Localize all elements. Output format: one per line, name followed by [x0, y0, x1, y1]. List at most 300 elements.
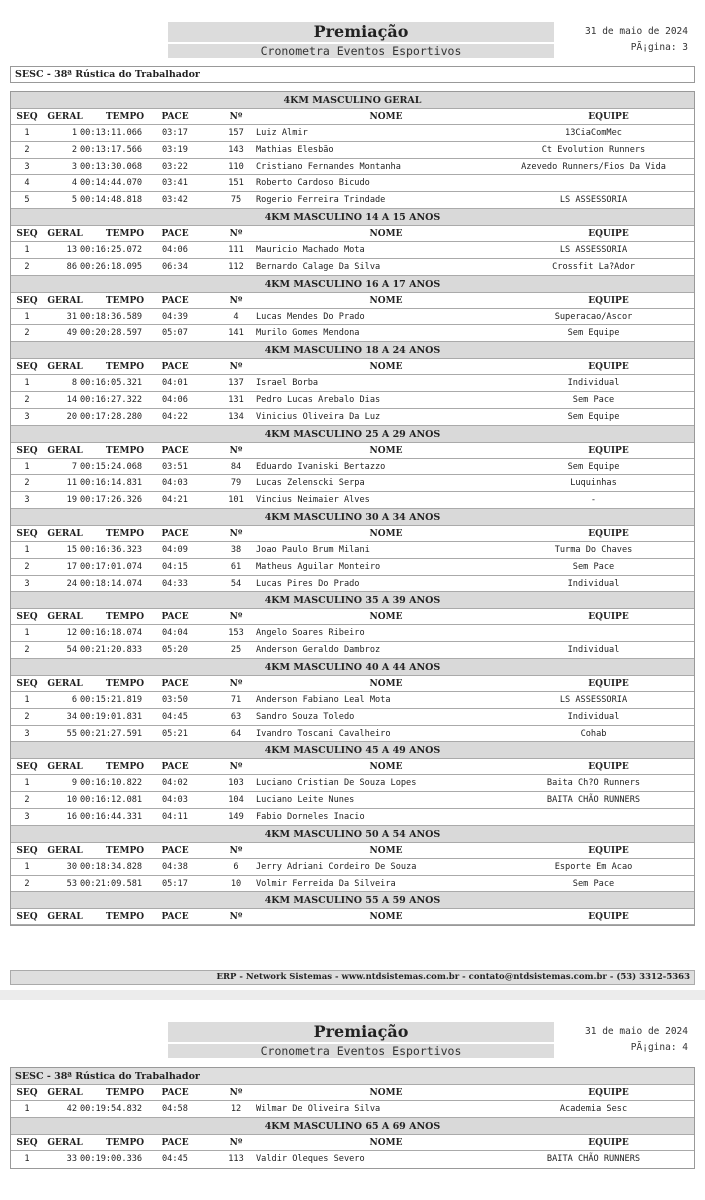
cell-geral: 31 [66, 311, 77, 322]
column-header-tempo: TEMPO [105, 612, 145, 623]
column-header-equipe: EQUIPE [588, 678, 629, 689]
table-row [11, 692, 694, 709]
cell-nome: Valdir Oleques Severo [256, 1153, 365, 1164]
column-header-seq: SEQ [16, 845, 38, 856]
cell-pace: 04:38 [162, 861, 188, 872]
category-title: 4KM MASCULINO 18 A 24 ANOS [11, 342, 694, 359]
cell-geral: 17 [66, 561, 77, 572]
column-header-seq: SEQ [16, 762, 38, 773]
column-header-nome: NOME [369, 228, 403, 239]
column-header-tempo: TEMPO [105, 228, 145, 239]
cell-tempo: 00:19:01.831 [80, 711, 143, 722]
cell-nome: Matheus Aguilar Monteiro [256, 561, 381, 572]
column-header-seq: SEQ [16, 612, 38, 623]
cell-num: 25 [230, 645, 242, 656]
cell-pace: 04:33 [162, 578, 188, 589]
cell-geral: 30 [66, 861, 77, 872]
cell-nome: Volmir Ferreida Da Silveira [256, 878, 396, 889]
column-header-nome: NOME [369, 295, 403, 306]
column-header-geral: GERAL [47, 1088, 83, 1098]
column-header-num: Nº [229, 912, 243, 923]
table-row [11, 876, 694, 893]
column-header-seq: SEQ [16, 445, 38, 456]
cell-equipe: Sem Pace [572, 878, 615, 889]
cell-num: 12 [230, 1104, 242, 1114]
cell-tempo: 00:21:09.581 [80, 878, 143, 889]
cell-seq: 1 [24, 778, 30, 789]
cell-seq: 3 [24, 161, 30, 172]
cell-tempo: 00:14:48.818 [80, 195, 143, 206]
cell-equipe: Ct Evolution Runners [541, 144, 646, 155]
cell-num: 157 [228, 128, 244, 138]
cell-nome: Lucas Zelenscki Serpa [256, 478, 365, 489]
cell-pace: 04:58 [162, 1104, 188, 1114]
cell-geral: 49 [66, 328, 77, 339]
cell-seq: 3 [24, 495, 30, 506]
cell-num: 63 [230, 711, 242, 722]
cell-num: 131 [228, 394, 244, 405]
results-table [10, 1067, 695, 1169]
cell-tempo: 00:21:27.591 [80, 728, 143, 739]
cell-seq: 1 [24, 861, 30, 872]
cell-equipe: BAITA CHÃO RUNNERS [546, 1153, 641, 1164]
cell-num: 143 [228, 144, 244, 155]
cell-pace: 03:41 [162, 178, 188, 189]
cell-geral: 54 [66, 645, 77, 656]
column-header-equipe: EQUIPE [588, 1137, 629, 1148]
column-header-num: Nº [229, 845, 243, 856]
cell-num: 134 [228, 411, 244, 422]
cell-tempo: 00:14:44.070 [80, 178, 143, 189]
cell-nome: Murilo Gomes Mendona [256, 328, 360, 339]
cell-geral: 15 [66, 544, 77, 555]
cell-num: 84 [230, 461, 242, 472]
column-header-seq: SEQ [16, 295, 38, 306]
cell-num: 141 [228, 328, 244, 339]
column-header-equipe: EQUIPE [588, 762, 629, 773]
column-header-row [11, 1135, 694, 1151]
cell-equipe: Cohab [580, 728, 607, 739]
cell-nome: Anderson Fabiano Leal Mota [256, 694, 391, 705]
cell-nome: Bernardo Calage Da Silva [256, 261, 381, 272]
column-header-num: Nº [229, 445, 243, 456]
column-header-row [11, 443, 694, 459]
cell-pace: 05:17 [162, 878, 188, 889]
column-header-nome: NOME [369, 528, 403, 539]
table-row [11, 542, 694, 559]
cell-pace: 03:22 [162, 161, 188, 172]
cell-num: 4 [233, 311, 239, 322]
column-header-pace: PACE [161, 228, 189, 239]
table-row [11, 726, 694, 743]
report-page-4 [0, 1000, 705, 1200]
column-header-geral: GERAL [47, 845, 83, 856]
cell-seq: 3 [24, 728, 30, 739]
cell-equipe: Sem Equipe [567, 411, 620, 422]
column-header-pace: PACE [161, 112, 189, 122]
cell-num: 110 [228, 161, 244, 172]
column-header-num: Nº [229, 295, 243, 306]
column-header-equipe: EQUIPE [588, 112, 629, 122]
cell-num: 104 [228, 795, 244, 806]
column-header-seq: SEQ [16, 362, 38, 373]
report-title: Premiação [168, 1022, 554, 1042]
cell-geral: 42 [66, 1104, 77, 1114]
cell-seq: 1 [24, 311, 30, 322]
cell-geral: 53 [66, 878, 77, 889]
cell-geral: 13 [66, 244, 77, 255]
cell-nome: Sandro Souza Toledo [256, 711, 355, 722]
page-number: PÃ¡gina: 4 [630, 1042, 688, 1053]
column-header-nome: NOME [369, 762, 403, 773]
cell-geral: 86 [66, 261, 77, 272]
cell-equipe: Turma Do Chaves [554, 544, 633, 555]
cell-num: 111 [228, 244, 244, 255]
column-header-tempo: TEMPO [105, 1137, 145, 1148]
cell-equipe: Individual [567, 645, 620, 656]
table-row [11, 309, 694, 326]
cell-equipe: Azevedo Runners/Fios Da Vida [521, 161, 666, 172]
column-header-nome: NOME [369, 678, 403, 689]
category-title: 4KM MASCULINO 16 A 17 ANOS [11, 276, 694, 293]
column-header-pace: PACE [161, 295, 189, 306]
report-date: 31 de maio de 2024 [585, 1026, 688, 1037]
table-row [11, 142, 694, 159]
column-header-num: Nº [229, 612, 243, 623]
column-header-seq: SEQ [16, 1088, 38, 1098]
cell-nome: Angelo Soares Ribeiro [256, 628, 365, 639]
cell-pace: 04:15 [162, 561, 188, 572]
table-row [11, 1101, 694, 1118]
category-title: 4KM MASCULINO 35 A 39 ANOS [11, 592, 694, 609]
column-header-equipe: EQUIPE [588, 845, 629, 856]
cell-equipe: Sem Pace [572, 561, 615, 572]
column-header-nome: NOME [369, 1137, 403, 1148]
category-title: 4KM MASCULINO GERAL [11, 92, 694, 109]
cell-equipe: Academia Sesc [559, 1104, 628, 1114]
column-header-pace: PACE [161, 845, 189, 856]
cell-pace: 03:19 [162, 144, 188, 155]
cell-pace: 04:04 [162, 628, 188, 639]
column-header-geral: GERAL [47, 445, 83, 456]
page-footer: ERP - Network Sistemas - www.ntdsistemas.com.br - contato@ntdsistemas.com.br - (53) 3312-5363 [10, 970, 695, 985]
column-header-equipe: EQUIPE [588, 528, 629, 539]
cell-seq: 1 [24, 378, 30, 389]
cell-tempo: 00:13:17.566 [80, 144, 143, 155]
column-header-nome: NOME [369, 362, 403, 373]
column-header-row [11, 676, 694, 692]
cell-tempo: 00:16:27.322 [80, 394, 143, 405]
table-row [11, 709, 694, 726]
cell-seq: 3 [24, 811, 30, 822]
column-header-seq: SEQ [16, 1137, 38, 1148]
table-row [11, 325, 694, 342]
cell-num: 71 [230, 694, 242, 705]
cell-geral: 12 [66, 628, 77, 639]
cell-tempo: 00:16:14.831 [80, 478, 143, 489]
cell-seq: 1 [24, 244, 30, 255]
table-row [11, 375, 694, 392]
cell-nome: Rogerio Ferreira Trindade [256, 195, 386, 206]
column-header-nome: NOME [369, 112, 403, 122]
cell-geral: 24 [66, 578, 77, 589]
column-header-num: Nº [229, 528, 243, 539]
cell-pace: 04:03 [162, 478, 188, 489]
column-header-seq: SEQ [16, 528, 38, 539]
column-header-pace: PACE [161, 362, 189, 373]
table-row [11, 859, 694, 876]
cell-geral: 3 [71, 161, 77, 172]
category-title: 4KM MASCULINO 14 A 15 ANOS [11, 209, 694, 226]
category-title: 4KM MASCULINO 65 A 69 ANOS [11, 1118, 694, 1135]
event-title: SESC - 38ª Rústica do Trabalhador [11, 1068, 694, 1085]
cell-tempo: 00:20:28.597 [80, 328, 143, 339]
cell-num: 61 [230, 561, 242, 572]
cell-equipe: LS ASSESSORIA [559, 195, 628, 206]
column-header-nome: NOME [369, 445, 403, 456]
cell-nome: Lucas Pires Do Prado [256, 578, 360, 589]
cell-pace: 03:50 [162, 694, 188, 705]
cell-pace: 04:03 [162, 795, 188, 806]
cell-seq: 2 [24, 144, 30, 155]
cell-pace: 03:51 [162, 461, 188, 472]
cell-equipe: Sem Equipe [567, 328, 620, 339]
cell-geral: 7 [71, 461, 77, 472]
column-header-pace: PACE [161, 762, 189, 773]
cell-geral: 9 [71, 778, 77, 789]
cell-tempo: 00:19:00.336 [80, 1153, 143, 1164]
cell-pace: 06:34 [162, 261, 188, 272]
column-header-pace: PACE [161, 528, 189, 539]
column-header-row [11, 909, 694, 925]
cell-nome: Pedro Lucas Arebalo Dias [256, 394, 381, 405]
cell-geral: 11 [66, 478, 77, 489]
column-header-num: Nº [229, 112, 243, 122]
cell-pace: 03:42 [162, 195, 188, 206]
category-title: 4KM MASCULINO 55 A 59 ANOS [11, 892, 694, 909]
column-header-pace: PACE [161, 612, 189, 623]
column-header-num: Nº [229, 1088, 243, 1098]
column-header-nome: NOME [369, 845, 403, 856]
table-row [11, 809, 694, 826]
cell-geral: 2 [71, 144, 77, 155]
cell-equipe: Crossfit La?Ador [552, 261, 635, 272]
column-header-geral: GERAL [47, 1137, 83, 1148]
cell-nome: Luciano Cristian De Souza Lopes [256, 778, 417, 789]
cell-tempo: 00:16:44.331 [80, 811, 143, 822]
column-header-row [11, 609, 694, 625]
column-header-num: Nº [229, 228, 243, 239]
cell-geral: 55 [66, 728, 77, 739]
category-title: 4KM MASCULINO 40 A 44 ANOS [11, 659, 694, 676]
cell-tempo: 00:16:18.074 [80, 628, 143, 639]
cell-tempo: 00:16:36.323 [80, 544, 143, 555]
column-header-num: Nº [229, 362, 243, 373]
cell-nome: Lucas Mendes Do Prado [256, 311, 365, 322]
cell-seq: 2 [24, 645, 30, 656]
cell-seq: 4 [24, 178, 30, 189]
cell-nome: Mathias Elesbão [256, 144, 334, 155]
column-header-geral: GERAL [47, 112, 83, 122]
cell-seq: 1 [24, 1104, 30, 1114]
table-row [11, 392, 694, 409]
category-title: 4KM MASCULINO 45 A 49 ANOS [11, 742, 694, 759]
table-row [11, 192, 694, 209]
cell-equipe: Esporte Em Acao [554, 861, 633, 872]
column-header-nome: NOME [369, 1088, 403, 1098]
cell-seq: 3 [24, 411, 30, 422]
cell-geral: 6 [71, 694, 77, 705]
column-header-seq: SEQ [16, 678, 38, 689]
cell-equipe: Luquinhas [570, 478, 617, 489]
cell-seq: 1 [24, 461, 30, 472]
cell-pace: 05:20 [162, 645, 188, 656]
cell-geral: 14 [66, 394, 77, 405]
cell-pace: 04:01 [162, 378, 188, 389]
cell-nome: Anderson Geraldo Dambroz [256, 645, 381, 656]
column-header-tempo: TEMPO [105, 445, 145, 456]
cell-seq: 2 [24, 478, 30, 489]
page-number: PÃ¡gina: 3 [630, 42, 688, 53]
cell-equipe: Individual [567, 378, 620, 389]
cell-equipe: Baita Ch?O Runners [546, 778, 641, 789]
report-subtitle: Cronometra Eventos Esportivos [168, 1044, 554, 1058]
column-header-row [11, 526, 694, 542]
column-header-row [11, 759, 694, 775]
category-title: 4KM MASCULINO 25 A 29 ANOS [11, 426, 694, 443]
cell-num: 113 [228, 1153, 244, 1164]
cell-seq: 2 [24, 328, 30, 339]
column-header-pace: PACE [161, 1088, 189, 1098]
cell-num: 101 [228, 495, 244, 506]
cell-equipe: BAITA CHÃO RUNNERS [546, 795, 641, 806]
table-row [11, 576, 694, 593]
table-row [11, 125, 694, 142]
cell-nome: Vincius Neimaier Alves [256, 495, 370, 506]
cell-pace: 04:39 [162, 311, 188, 322]
cell-tempo: 00:17:26.326 [80, 495, 143, 506]
cell-pace: 04:06 [162, 394, 188, 405]
cell-equipe: Superacao/Ascor [554, 311, 633, 322]
table-row [11, 409, 694, 426]
table-row [11, 559, 694, 576]
column-header-pace: PACE [161, 1137, 189, 1148]
column-header-tempo: TEMPO [105, 762, 145, 773]
column-header-tempo: TEMPO [105, 845, 145, 856]
cell-nome: Mauricio Machado Mota [256, 244, 365, 255]
results-table [10, 91, 695, 926]
cell-seq: 1 [24, 628, 30, 639]
cell-equipe: 13CiaComMec [565, 128, 622, 138]
cell-pace: 04:45 [162, 711, 188, 722]
cell-nome: Fabio Dorneles Inacio [256, 811, 365, 822]
cell-num: 64 [230, 728, 242, 739]
cell-geral: 16 [66, 811, 77, 822]
cell-nome: Wilmar De Oliveira Silva [256, 1104, 381, 1114]
cell-equipe: Individual [567, 711, 620, 722]
report-date: 31 de maio de 2024 [585, 26, 688, 37]
cell-num: 54 [230, 578, 242, 589]
cell-nome: Luiz Almir [256, 128, 308, 138]
column-header-row [11, 359, 694, 375]
table-row [11, 475, 694, 492]
cell-tempo: 00:16:12.081 [80, 795, 143, 806]
column-header-geral: GERAL [47, 762, 83, 773]
column-header-geral: GERAL [47, 362, 83, 373]
cell-num: 38 [230, 544, 242, 555]
cell-pace: 04:22 [162, 411, 188, 422]
column-header-seq: SEQ [16, 228, 38, 239]
column-header-equipe: EQUIPE [588, 295, 629, 306]
column-header-equipe: EQUIPE [588, 612, 629, 623]
cell-nome: Ivandro Toscani Cavalheiro [256, 728, 391, 739]
column-header-num: Nº [229, 678, 243, 689]
cell-num: 137 [228, 378, 244, 389]
cell-equipe: Sem Pace [572, 394, 615, 405]
cell-num: 153 [228, 628, 244, 639]
cell-num: 10 [230, 878, 242, 889]
column-header-geral: GERAL [47, 528, 83, 539]
column-header-geral: GERAL [47, 678, 83, 689]
cell-seq: 5 [24, 195, 30, 206]
cell-num: 79 [230, 478, 242, 489]
cell-nome: Israel Borba [256, 378, 319, 389]
cell-seq: 2 [24, 711, 30, 722]
cell-geral: 10 [66, 795, 77, 806]
cell-geral: 8 [71, 378, 77, 389]
column-header-tempo: TEMPO [105, 912, 145, 923]
column-header-tempo: TEMPO [105, 678, 145, 689]
table-row [11, 775, 694, 792]
cell-seq: 2 [24, 261, 30, 272]
cell-tempo: 00:13:30.068 [80, 161, 143, 172]
cell-tempo: 00:26:18.095 [80, 261, 143, 272]
cell-equipe: Individual [567, 578, 620, 589]
table-row [11, 175, 694, 192]
cell-tempo: 00:17:01.074 [80, 561, 143, 572]
cell-tempo: 00:18:34.828 [80, 861, 143, 872]
column-header-nome: NOME [369, 612, 403, 623]
column-header-equipe: EQUIPE [588, 912, 629, 923]
cell-tempo: 00:21:20.833 [80, 645, 143, 656]
table-row [11, 492, 694, 509]
column-header-num: Nº [229, 762, 243, 773]
column-header-tempo: TEMPO [105, 1088, 145, 1098]
cell-seq: 2 [24, 878, 30, 889]
report-subtitle: Cronometra Eventos Esportivos [168, 44, 554, 58]
cell-nome: Roberto Cardoso Bicudo [256, 178, 370, 189]
column-header-seq: SEQ [16, 112, 38, 122]
cell-geral: 1 [71, 128, 77, 138]
cell-tempo: 00:19:54.832 [80, 1104, 143, 1114]
cell-geral: 19 [66, 495, 77, 506]
cell-seq: 3 [24, 578, 30, 589]
cell-geral: 4 [71, 178, 77, 189]
cell-geral: 5 [71, 195, 77, 206]
cell-nome: Joao Paulo Brum Milani [256, 544, 370, 555]
cell-seq: 1 [24, 544, 30, 555]
column-header-geral: GERAL [47, 612, 83, 623]
cell-num: 75 [230, 195, 242, 206]
column-header-geral: GERAL [47, 228, 83, 239]
table-row [11, 159, 694, 176]
category-title: 4KM MASCULINO 50 A 54 ANOS [11, 826, 694, 843]
column-header-pace: PACE [161, 678, 189, 689]
cell-equipe: LS ASSESSORIA [559, 694, 628, 705]
cell-pace: 04:11 [162, 811, 188, 822]
cell-nome: Jerry Adriani Cordeiro De Souza [256, 861, 417, 872]
cell-pace: 04:02 [162, 778, 188, 789]
